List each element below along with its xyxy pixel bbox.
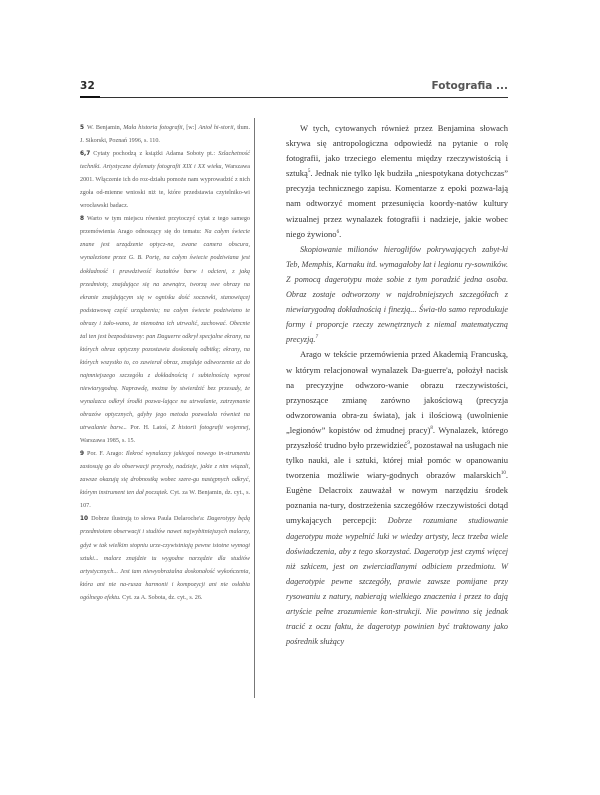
body-paragraph xyxy=(286,121,508,242)
text-run: , Warszawa 2001. Włączenie ich do roz-działu pomoże nam wyprowadzić z nich zgoła od-mienne wnioski niż te, które przedstawia czytelniko-wi wrocławski badacz. xyxy=(80,164,250,210)
header-rule xyxy=(80,97,508,98)
text-run: . Jednak nie tylko lęk budziła „niespotykana dotychczas” precyzja technicznego zapisu. Komentarze z epoki pozwa-lają nam odtworzyć moment przesunięcia koordy-natów kultury wizualnej przez wynalazek fotografii i nadzieje, jakie wobec niego żywiono xyxy=(286,168,508,239)
italic-text: Mała historia fotografii xyxy=(123,125,183,131)
footnote-reference: 5 xyxy=(307,169,311,175)
text-run: , Warszawa 1985, s. 15. xyxy=(80,425,250,445)
block-quote xyxy=(286,242,508,348)
text-run: Por. H. Latoś, xyxy=(126,425,172,432)
footnote-number: 5 xyxy=(80,125,85,131)
text-run: , pozostawał na usługach nie tylko nauki, ale i sztuki, której miał pomóc w opanowaniu tworzenia możliwie wiary-godnych obrazów malarskich xyxy=(286,439,508,481)
italic-text: Anioł hi-storii xyxy=(198,125,234,131)
footnote-number: 8 xyxy=(80,216,85,223)
italic-text: Ilekroć wynalazcy jakiegoś nowego in-strumentu zastosują go do obserwacji przyrody, nadzieje, jakie z nim wiązali, zawsze okazują się drobnostką wobec szere-gu następnych odkryć, którym instrument ten dał początek. xyxy=(80,451,250,497)
footnote xyxy=(80,122,250,148)
main-text-column xyxy=(286,121,508,649)
text-run: . Wynalazek, którego przyszłość trudno było przewidzieć xyxy=(286,424,508,450)
text-run: Skopiowanie milionów hieroglifów pokrywających zabyt-ki Teb, Memphis, Karnaku itd. wymagałoby lat i legionu ry-sowników. Z pomocą dagerotypu może sobie z tym poradzić jedna osoba. Obraz zostaje odtworzony w najdrobniejszych szczegółach z niewiarygodną dokładnością i finezją... Świa-tło samo reprodukuje formy i proporcje rzeczy zewnętrznych z niemal matematyczną precyzją. xyxy=(286,244,508,345)
italic-text: Szlachetność techniki. Artystyczne dylematy fotografii XIX i XX wieku xyxy=(80,151,250,171)
running-title: Fotografia ... xyxy=(431,80,508,92)
page-header xyxy=(80,80,508,100)
footnote-reference: 6 xyxy=(336,229,340,235)
text-run: . xyxy=(339,228,342,239)
text-run: , [w:] xyxy=(182,125,199,131)
text-run: Dobrze ilustrują to słowa Paula Delaroche'a: xyxy=(91,516,207,523)
text-run: Arago w tekście przemówienia przed Akademią Francuską, w którym relacjonował wynalazek Da-guerre'a, położył nacisk na precyzyjne odwzoro-wanie obrazu rzeczywistości, przynoszące zmianę zarówno jakościową (precyzja odwzorowania obra-zu świata), jak i ilościową (uwolnienie „legionów” kopistów od żmudnej pracy) xyxy=(286,349,508,435)
text-run: Cyt. za A. Sobota, dz. cyt., s. 26. xyxy=(120,594,203,601)
body-paragraph xyxy=(286,347,508,649)
column-divider xyxy=(254,118,255,698)
footnote-number: 9 xyxy=(80,451,85,458)
footnote-number: 10 xyxy=(80,516,89,523)
footnote-reference: 10 xyxy=(500,471,506,477)
text-run: W. Benjamin, xyxy=(87,125,124,131)
text-run: Cyt. za W. Benjamin, dz. cyt., s. 107. xyxy=(80,490,251,510)
footnote xyxy=(80,513,250,604)
italic-text: Dobrze rozumiane studiowanie dagerotypu może wypełnić luki w wiedzy artysty, lecz trzeba wiele doświadczenia, aby z tego skorzystać. Dagerotyp jest czymś więcej niż szkicem, jest on zwierciadlanymi odbiciem przedmiotu. W dagerotypie pewne szczegóły, prawie zawsze pomijane przy rysowaniu z natury, nabierają wielkiego znaczenia i przez to dają artyście pełne zrozumienie kon-strukcji. Nie powinno się jednak tracić z oczu faktu, że dagerotyp powinien być traktowany jako pośrednik służący xyxy=(286,516,509,647)
italic-text: Dagerotypy będą przedmiotem obserwacji i studiów nawet najwybitniejszych malarzy, gdyż w tak wielkim stopniu urze-czywistniają pewne istotne wymogi sztuki... malarz znajdzie tu wygodne narzędzie dla studiów artystycznych... Jest tam niewyobrażalna doskonałość wykończenia, która ani nie na-rusza harmonii i kompozycji ani nie osłabia ogólnego efektu. xyxy=(80,516,251,601)
text-run: Warto w tym miejscu również przytoczyć cytat z tego samego przemówienia Arago odnoszący się do tematu: xyxy=(80,216,250,236)
footnote xyxy=(80,148,250,213)
footnote xyxy=(80,448,250,513)
footnote-reference: 8 xyxy=(430,425,433,431)
text-run: , tłum. J. Sikorski, Poznań 1996, s. 110. xyxy=(80,125,250,145)
footnote-number: 6,7 xyxy=(80,151,91,158)
page-number: 32 xyxy=(80,80,96,92)
footnote-reference: 9 xyxy=(407,440,410,446)
text-run: . Eugène Delacroix zauważał w nowym narzędziu środek poznania na-tury, dostrzeżenia szczegółów rzeczywistości dotąd umykających percepcji: xyxy=(286,470,508,526)
text-run: Cytaty pochodzą z książki Adama Soboty pt.: xyxy=(93,151,219,158)
page-number-underline xyxy=(80,96,100,98)
text-run: Por. F. Arago: xyxy=(87,451,126,458)
footnote xyxy=(80,213,250,448)
footnotes-column xyxy=(80,122,250,605)
italic-text: Na całym świecie znane jest urządzenie optycz-ne, zwane camera obscura, wynalezione przez G. B. Portę, na całym świecie podziwiana jest dokładność i prawdziwość kształtów barw i odcieni, z jaką przedmioty, znajdujące się na zewnątrz, tworzą swe obrazy na ekranie znajdującym się w ognisku dość soczewki, stanowiącej podstawową część urządzenia; na całym świecie podziwiano te obrazy i żało-wano, że niemożna ich utrwalić, zachować. Obecnie żal ten jest bezpodstawny: pan Daguerre odkrył specjalne ekrany, na których obraz optyczny pozostawia doskonałą odbitkę; ekrany, na których wszystko to, co zawierał obraz, znajduje odtworzenie aż do najmniejszego szczegółu z dokładnością i subtelnością wprost niewiarygodną. Naprawdę, można by stwierdzić bez przesady, że wynalazca odkrył środki pozwa-lające na utrwalanie, zatrzymanie obrazów optycznych, gdyby jego metoda pozwalała również na utrwalanie barw... xyxy=(80,229,250,432)
footnote-reference: 7 xyxy=(315,335,318,341)
italic-text: Z historii fotografii wojennej xyxy=(171,425,249,432)
text-run: W tych, cytowanych również przez Benjamina słowach skrywa się antropologiczna odpowiedź na pytanie o rolę fotografii, jako trzeciego elementu między rzeczywistością i sztuką xyxy=(286,123,508,179)
